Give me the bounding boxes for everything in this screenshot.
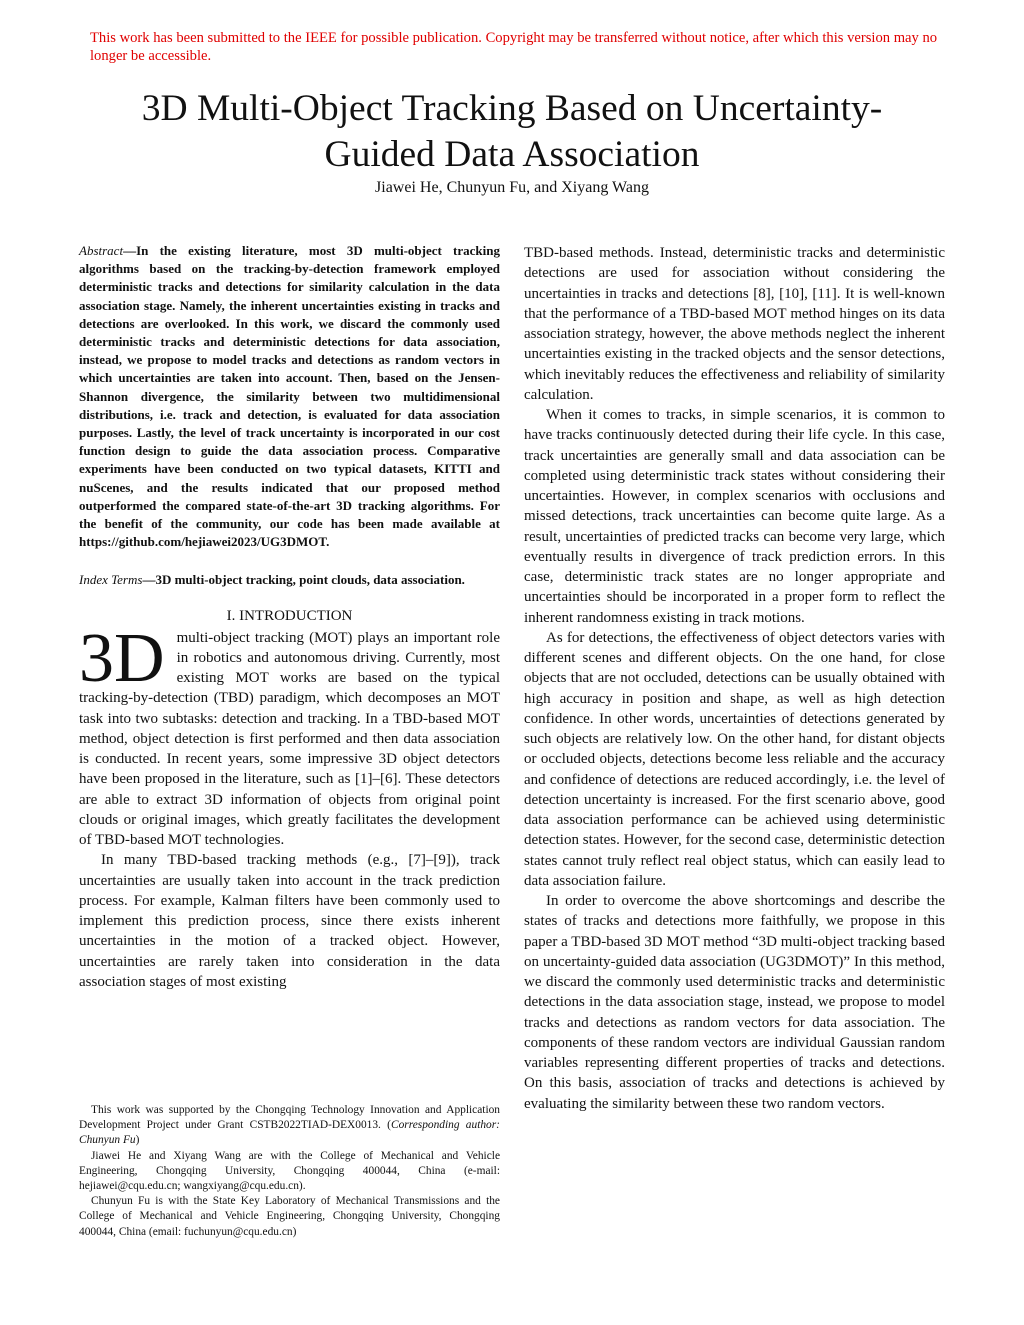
author-list: Jiawei He, Chunyun Fu, and Xiyang Wang — [375, 179, 649, 196]
right-column — [524, 243, 945, 1114]
left-column — [79, 242, 500, 992]
intro-paragraph-2: In many TBD-based tracking methods (e.g., [7]–[9]), track uncertainties are usually taken into account in the track prediction process. For example, Kalman filters have been commonly used to implement this prediction process, since there exists inherent uncertainties in the motion of a tracked object. However, uncertainties are rarely taken into consideration in the data association stages of most existing — [79, 852, 500, 990]
footnote-affiliation-2: Chunyun Fu is with the State Key Laboratory of Mechanical Transmissions and the College of Mechanical and Vehicle Engineering, Chongqing University, Chongqing 400044, China (email: fuchunyun@cqu.edu.cn) — [79, 1195, 500, 1238]
paper-title: 3D Multi-Object Tracking Based on Uncertainty-Guided Data Association — [141, 88, 883, 175]
footnote-affiliation-1: Jiawei He and Xiyang Wang are with the College of Mechanical and Vehicle Engineering, Chongqing University, Chongqing 400044, China (e-mail: hejiawei@cqu.edu.cn; wangxiyang@cqu.edu.cn). — [79, 1149, 500, 1193]
index-terms-text: —3D multi-object tracking, point clouds, data association. — [142, 572, 465, 588]
corresponding-author: Corresponding author: Chunyun Fu — [79, 1119, 500, 1147]
index-terms — [79, 571, 500, 589]
footnote-funding-text: This work was supported by the Chongqing Technology Innovation and Application Development Project under Grant CSTB2022TIAD-DEX0013. ( — [79, 1104, 500, 1132]
right-paragraph-4: In order to overcome the above shortcomings and describe the states of tracks and detections more faithfully, we propose in this paper a TBD-based 3D MOT method “3D multi-object tracking based on uncertainty-guided data association (UG3DMOT)” In this method, we discard the commonly used deterministic tracks and deterministic detections in the data association stage, instead, we propose to model tracks and detections as random vectors for data association. The components of these random vectors are individual Gaussian random variables representing different properties of tracks and detections. On this basis, association of tracks and detections is achieved by evaluating the similarity between these two random vectors. — [524, 893, 945, 1112]
abstract-label: Abstract — [79, 243, 124, 258]
right-paragraph-3: As for detections, the effectiveness of object detectors varies with different scenes and different objects. On the one hand, for close objects that are not occluded, detections can be usually obtained with high accuracy in position and shape, as well as high detection confidence. In other words, uncertainties of detections generated by such objects are relatively low. On the other hand, for distant objects or occluded objects, detections become less reliable and the accuracy and confidence of detections are reduced accordingly, i.e. the level of detection uncertainty is increased. For the first scenario above, good data association performance can be achieved using deterministic detection states. However, for the second case, deterministic detection states cannot truly reflect real object status, which can easily lead to data association failure. — [524, 629, 945, 889]
footnote-funding — [79, 1103, 500, 1149]
section-heading-introduction: I. INTRODUCTION — [226, 607, 353, 624]
intro-paragraph-1-text: multi-object tracking (MOT) plays an important role in robotics and autonomous driving. Currently, most existing MOT works are based on the typical tracking-by-detection (TBD) paradigm, which decomposes an MOT task into two subtasks: detection and tracking. In a TBD-based MOT method, object detection is first performed and then data association is conducted. In recent years, some impressive 3D object detectors have been proposed in the literature, such as [1]–[6]. These detectors are able to extract 3D information of objects from original point clouds or original images, which greatly facilitates the development of TBD-based MOT technologies. — [79, 629, 500, 849]
index-terms-label: Index Terms — [79, 572, 143, 588]
intro-paragraph-1 — [79, 619, 500, 851]
abstract — [79, 242, 500, 551]
right-paragraph-1: TBD-based methods. Instead, deterministic tracks and deterministic detections are used for association without considering the uncertainties in tracks and detections [8], [10], [11]. It is well-known that the performance of a TBD-based MOT method hinges on its data association strategy, however, the above methods neglect the inherent uncertainties existing in the tracked objects and the sensor detections, which inevitably reduces the effectiveness and reliability of similarity calculation. — [524, 245, 945, 403]
ieee-submission-notice: This work has been submitted to the IEEE for possible publication. Copyright may be transferred without notice, after which this version may no longer be accessible. — [90, 30, 938, 64]
drop-cap: 3D — [79, 619, 165, 697]
abstract-text: —In the existing literature, most 3D multi-object tracking algorithms based on the tracking-by-detection framework employed deterministic tracks and detections for similarity calculation in the data association stage. Namely, the inherent uncertainties existing in tracks and detections are overlooked. In this work, we discard the commonly used deterministic tracks and deterministic detections for data association, instead, we propose to model tracks and detections as random vectors in which uncertainties are taken into account. Then, based on the Jensen-Shannon divergence, the similarity between two multidimensional distributions, i.e. track and detection, is evaluated for data association purposes. Lastly, the level of track uncertainty is incorporated in our cost function design to guide the data association process. Comparative experiments have been conducted on two typical datasets, KITTI and nuScenes, and the results indicated that our proposed method outperformed the compared state-of-the-art 3D tracking algorithms. For the benefit of the community, our code has been made available at https://github.com/hejiawei2023/UG3DMOT. — [79, 243, 500, 550]
footnote-funding-close: ) — [135, 1134, 140, 1147]
right-paragraph-2: When it comes to tracks, in simple scenarios, it is common to have tracks continuously detected during their life cycle. In this case, track uncertainties are generally small and data association can be completed using deterministic track states without considering their uncertainties. However, in complex scenarios with occlusions and missed detections, track uncertainties can become quite large. As a result, uncertainties of predicted tracks can become very large, which eventually results in divergence of track prediction errors. In this case, deterministic track states are no longer appropriate and uncertainties should be incorporated in a proper form to reflect the inherent randomness existing in track motions. — [524, 407, 945, 626]
footnotes — [79, 1103, 500, 1240]
